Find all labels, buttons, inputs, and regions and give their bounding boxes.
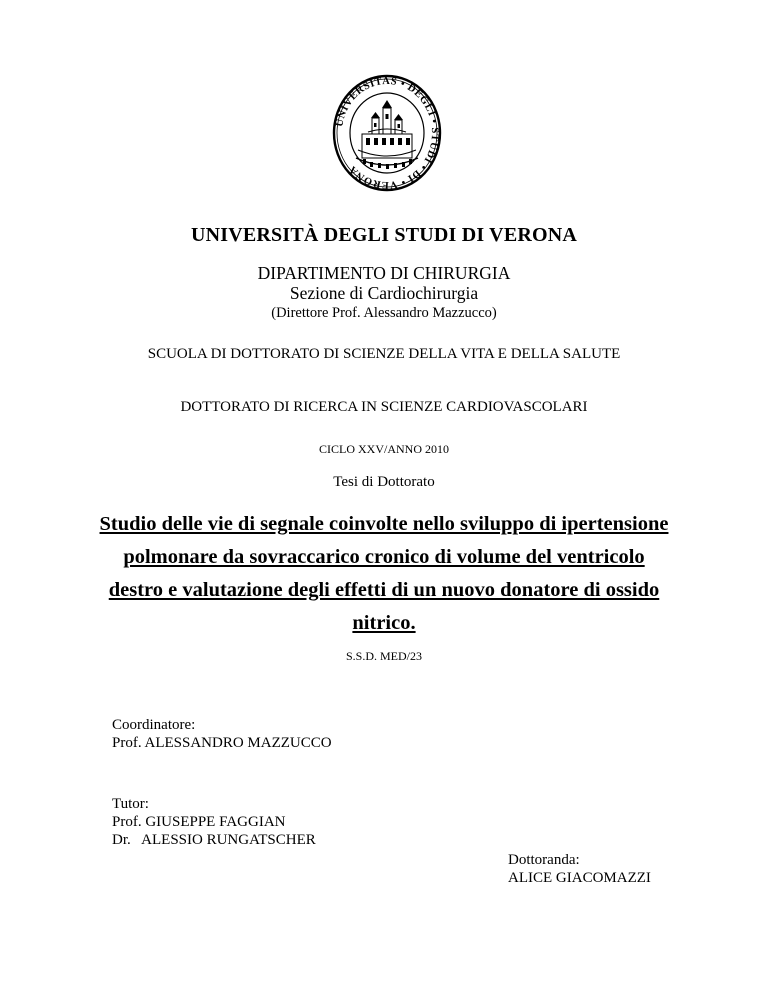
- tutor-label: Tutor:: [112, 796, 149, 812]
- tutor-name-1: Prof. GIUSEPPE FAGGIAN: [112, 814, 286, 830]
- coordinator-label: Coordinatore:: [112, 717, 196, 733]
- department-name: DIPARTIMENTO DI CHIRURGIA: [257, 263, 511, 283]
- scientific-sector: S.S.D. MED/23: [345, 649, 422, 663]
- department-director: (Direttore Prof. Alessandro Mazzucco): [271, 305, 497, 321]
- doctorate-programme: DOTTORATO DI RICERCA IN SCIENZE CARDIOVASCOLARI: [180, 399, 588, 415]
- thesis-title: Studio delle vie di segnale coinvolte nello sviluppo di ipertensione polmonare da sovraccarico cronico di volume del ventricolo destro e valutazione degli effetti di un nuovo donatore di ossido nitrico.: [99, 513, 669, 634]
- university-seal-icon: [332, 74, 442, 192]
- section-name: Sezione di Cardiochirurgia: [289, 283, 479, 303]
- thesis-type: Tesi di Dottorato: [333, 474, 435, 490]
- svg-text:UNIVERSITAS • DEGLI • STUDI •: UNIVERSITAS • DEGLI • STUDI • DI • VERONA: [334, 75, 441, 191]
- doctorate-cycle: CICLO XXV/ANNO 2010: [319, 442, 449, 456]
- university-name: UNIVERSITÀ DEGLI STUDI DI VERONA: [190, 224, 578, 246]
- candidate-label: Dottoranda:: [508, 852, 580, 868]
- tutor-name-2: Dr. ALESSIO RUNGATSCHER: [112, 832, 316, 848]
- doctoral-school: SCUOLA DI DOTTORATO DI SCIENZE DELLA VITA E DELLA SALUTE: [147, 346, 621, 362]
- coordinator-name: Prof. ALESSANDRO MAZZUCCO: [112, 735, 332, 751]
- candidate-name: ALICE GIACOMAZZI: [508, 870, 651, 886]
